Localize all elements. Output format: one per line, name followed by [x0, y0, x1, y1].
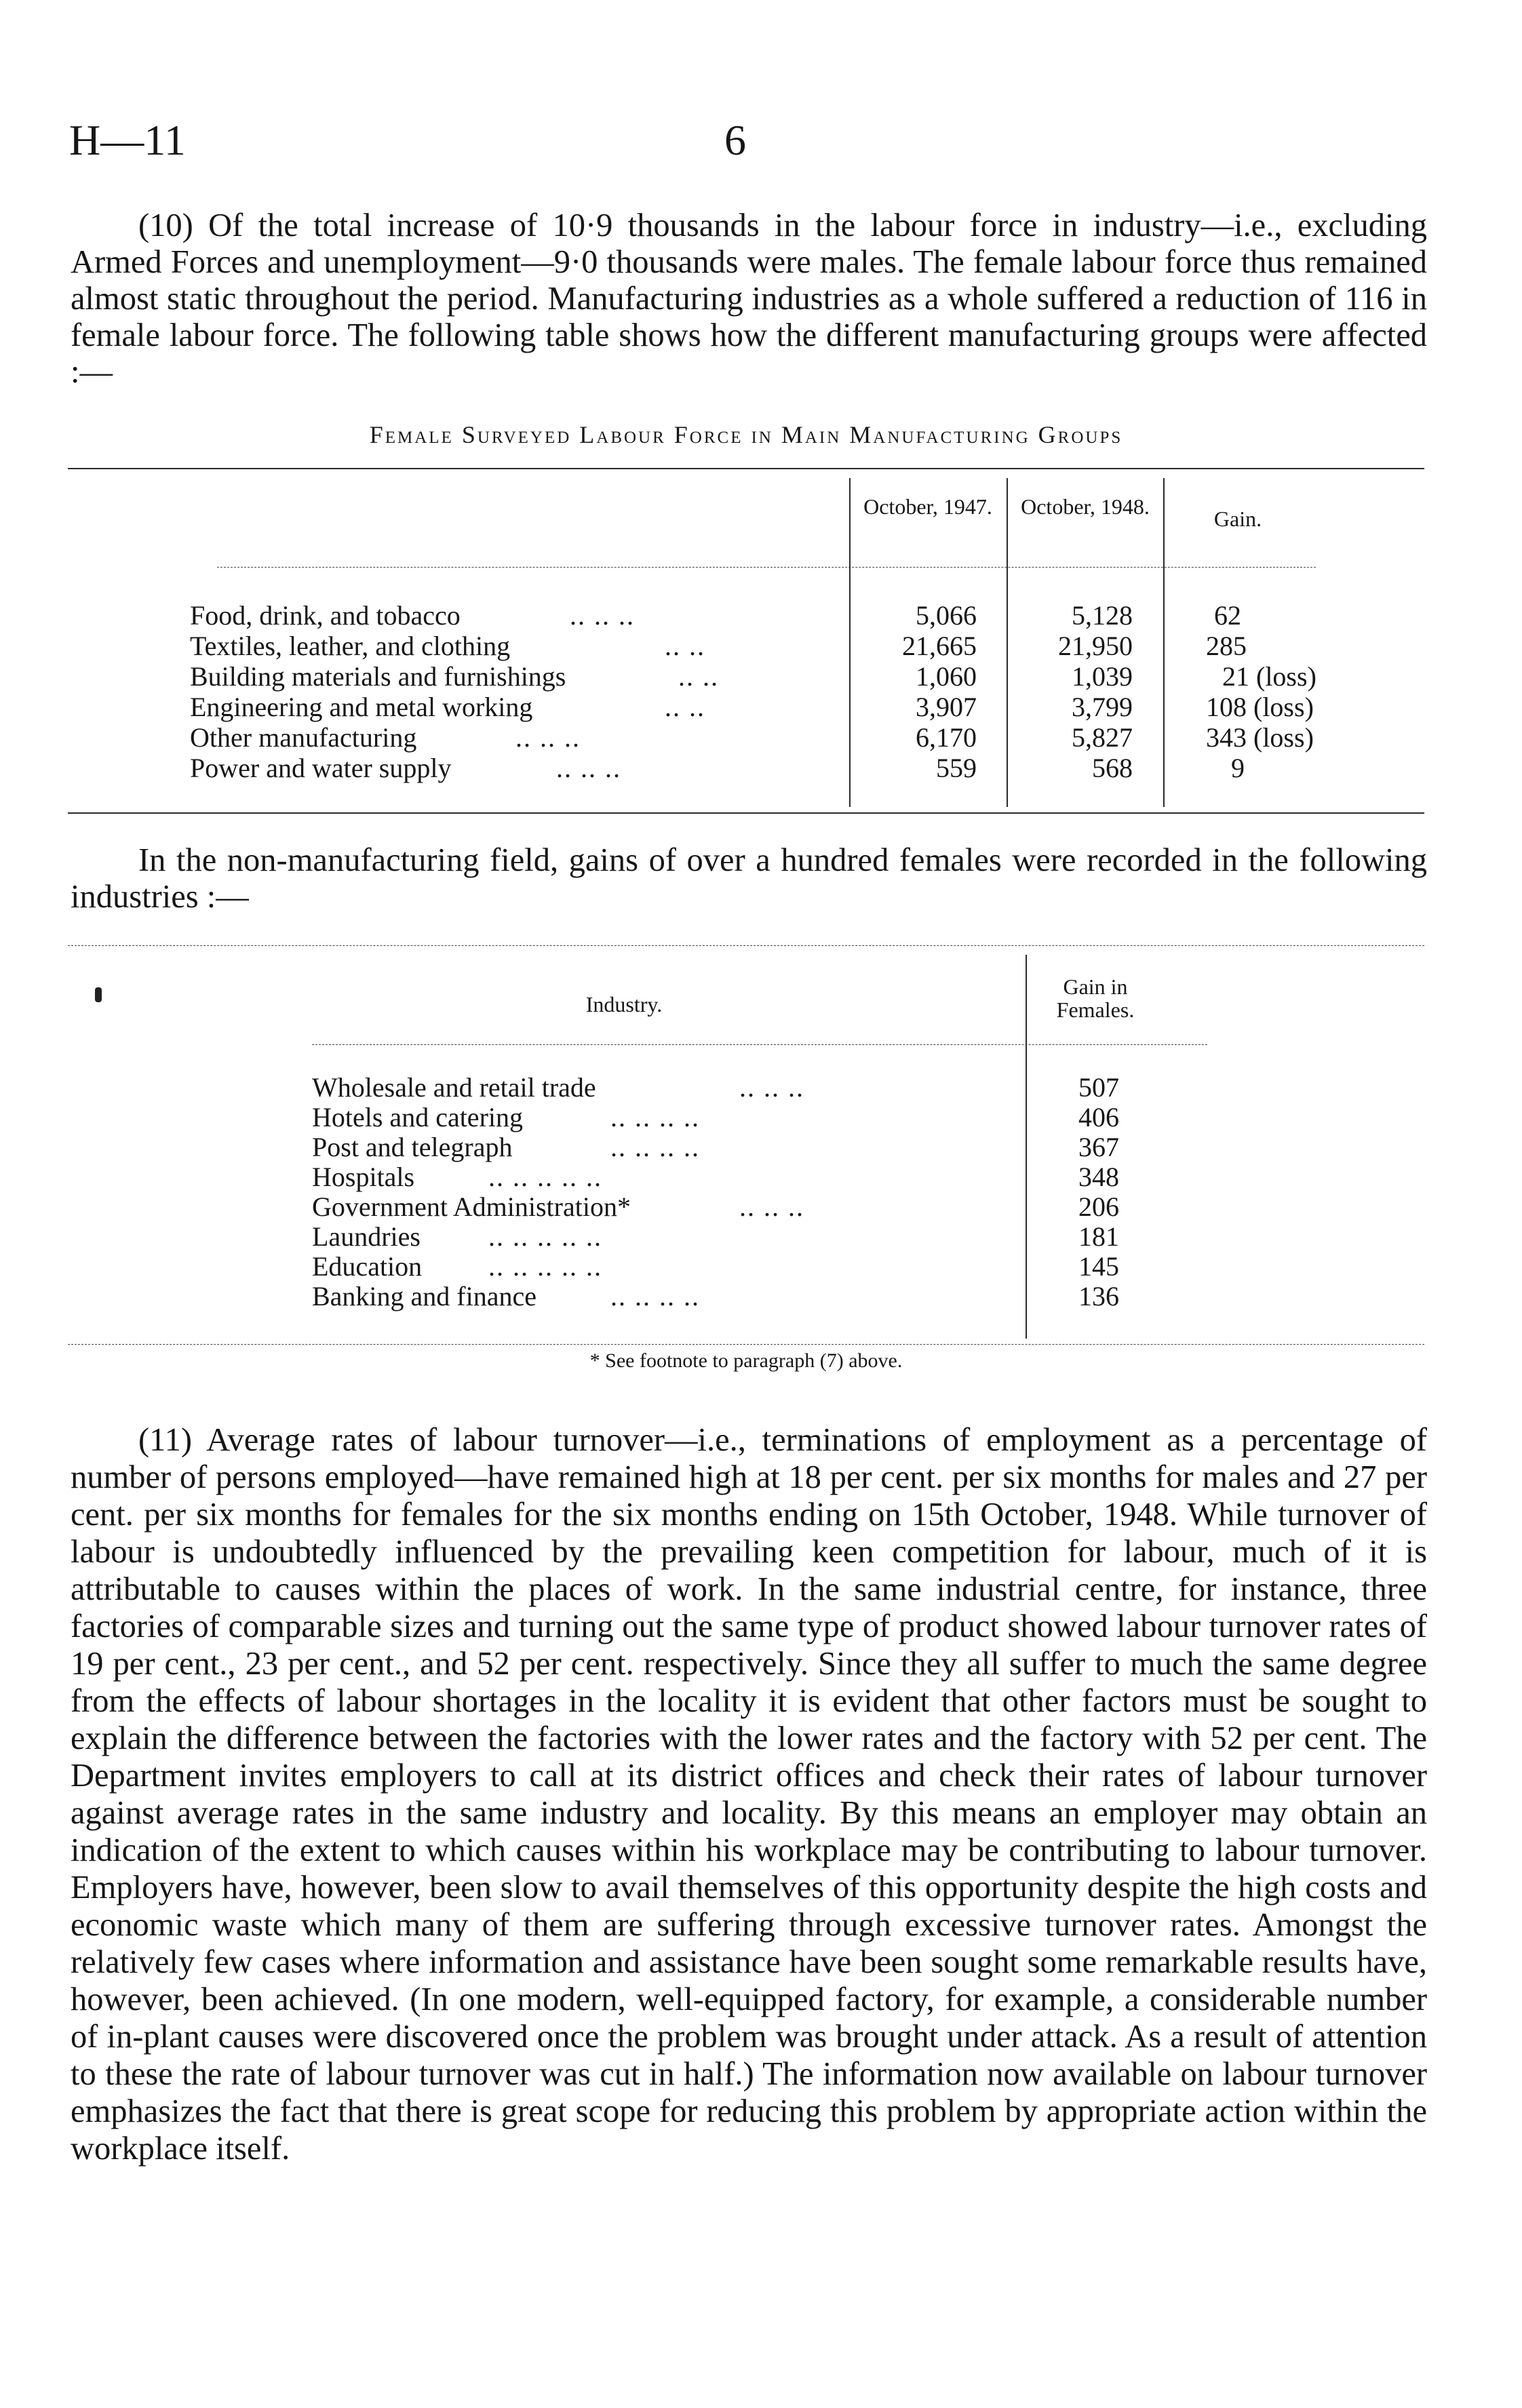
gain-value: 108 (loss)	[1206, 692, 1314, 722]
paragraph-11: (11) Average rates of labour turnover—i.e., terminations of employment as a percentage of number of persons employed—have remained high at 18 per cent. per six months for males and 27 per cent. per six months for females for the six months ending on 15th October, 1948. While turnover of labour is undoubtedly influenced by the prevailing keen competition for labour, much of it is attributable to causes within the places of work. In the same industrial centre, for instance, three factories of comparable sizes and turning out the same type of product showed labour turnover rates of 19 per cent., 23 per cent., and 52 per cent. respectively. Since they all suffer to much the same degree from the effects of labour shortages in the locality it is evident that other factors must be sought to explain the difference between the factories with the lower rates and the factory with 52 per cent. The Department invites employers to call at its district offices and check their rates of labour turnover against average rates in the same industry and locality. By this means an employer may obtain an indication of the extent to which causes within his workplace may be contributing to labour turnover. Employers have, however, been slow to avail themselves of this opportunity despite the high costs and economic waste which many of them are suffering through excessive turnover rates. Amongst the relatively few cases where information and assistance have been sought some remarkable results have, however, been achieved. (In one modern, well-equipped factory, for example, a considerable number of in-plant causes were discovered once the problem was brought under attack. As a result of attention to these the rate of labour turnover was cut in half.) The information now available on labour turnover emphasizes the fact that there is great scope for reducing this problem by appropriate action within the workplace itself.	[71, 1422, 1427, 2167]
industry-label: Hotels and catering	[312, 1102, 523, 1132]
margin-mark	[95, 987, 102, 1002]
leader-dots: .. .. .. .. ..	[488, 1251, 602, 1282]
document-code: H—11	[69, 116, 186, 164]
table2-footnote: * See footnote to paragraph (7) above.	[589, 1349, 903, 1372]
female-gain-value: 348	[1078, 1162, 1119, 1192]
paragraph-10	[71, 208, 1427, 391]
list-item	[312, 1281, 700, 1312]
row-label: Building materials and furnishings	[190, 661, 566, 692]
table1-col-divider-2	[1007, 478, 1008, 807]
industry-label: Laundries	[312, 1221, 421, 1252]
row-label: Power and water supply	[190, 753, 452, 783]
table2-bottom-rule	[68, 1344, 1424, 1345]
oct1947-value: 6,170	[916, 722, 977, 753]
table2-header-rule	[312, 1044, 1207, 1045]
table1-col-divider-1	[849, 478, 851, 807]
table1-header-oct1948: October, 1948.	[1021, 494, 1150, 519]
female-gain-value: 206	[1078, 1191, 1119, 1222]
oct1947-value: 5,066	[916, 600, 977, 631]
oct1948-value: 3,799	[1072, 692, 1133, 722]
oct1947-value: 1,060	[916, 661, 977, 692]
list-item	[312, 1251, 602, 1282]
gain-value: 21 (loss)	[1222, 661, 1316, 692]
industry-label: Education	[312, 1251, 423, 1282]
list-item	[312, 1072, 804, 1103]
leader-dots: .. .. ..	[739, 1191, 804, 1222]
table1-header-oct1947: October, 1947.	[863, 494, 992, 519]
industry-label: Wholesale and retail trade	[312, 1072, 596, 1103]
table2-header-industry: Industry.	[585, 992, 663, 1017]
oct1947-value: 3,907	[916, 692, 977, 722]
row-label: Engineering and metal working	[190, 692, 533, 722]
gain-value: 62	[1214, 600, 1241, 631]
list-item	[312, 1221, 602, 1252]
leader-dots: .. ..	[665, 631, 705, 661]
leader-dots: .. .. .. ..	[610, 1132, 700, 1162]
oct1948-value: 21,950	[1058, 631, 1133, 661]
oct1948-value: 1,039	[1072, 661, 1133, 692]
oct1948-value: 5,128	[1072, 600, 1133, 631]
female-gain-value: 406	[1078, 1102, 1119, 1132]
leader-dots: .. .. .. ..	[610, 1102, 700, 1132]
paragraph-non-manufacturing: In the non-manufacturing field, gains of over a hundred females were recorded in the following industries :—	[71, 842, 1427, 915]
industry-label: Government Administration*	[312, 1191, 631, 1222]
gain-value: 343 (loss)	[1206, 722, 1314, 753]
oct1948-value: 5,827	[1072, 722, 1133, 753]
row-label: Textiles, leather, and clothing	[190, 631, 511, 661]
row-label: Food, drink, and tobacco	[190, 600, 461, 631]
leader-dots: .. .. ..	[556, 753, 621, 783]
leader-dots: .. .. ..	[570, 600, 635, 631]
table1-bottom-rule	[68, 812, 1424, 814]
leader-dots: .. ..	[678, 661, 719, 692]
table1-title: Female Surveyed Labour Force in Main Manufacturing Groups	[369, 421, 1123, 448]
table1-header-gain: Gain.	[1213, 507, 1262, 531]
female-gain-value: 145	[1078, 1251, 1119, 1282]
row-label: Other manufacturing	[190, 722, 417, 753]
leader-dots: .. .. .. .. ..	[488, 1221, 602, 1252]
leader-dots: .. .. .. ..	[610, 1281, 700, 1311]
industry-label: Hospitals	[312, 1162, 415, 1192]
female-gain-value: 367	[1078, 1132, 1119, 1162]
oct1947-value: 559	[936, 753, 977, 783]
list-item	[312, 1132, 700, 1163]
female-gain-value: 181	[1078, 1221, 1119, 1252]
female-gain-value: 507	[1078, 1072, 1119, 1103]
leader-dots: .. ..	[665, 692, 705, 722]
oct1947-value: 21,665	[902, 631, 977, 661]
oct1948-value: 568	[1092, 753, 1133, 783]
list-item	[312, 1102, 700, 1133]
leader-dots: .. .. ..	[515, 722, 581, 753]
industry-label: Post and telegraph	[312, 1132, 513, 1162]
leader-dots: .. .. ..	[739, 1072, 804, 1103]
list-item	[312, 1191, 804, 1223]
page-number: 6	[724, 116, 746, 164]
table2-top-rule	[68, 945, 1424, 946]
table1-header-rule	[217, 567, 1316, 568]
industry-label: Banking and finance	[312, 1281, 536, 1311]
paragraph-10-text: (10) Of the total increase of 10·9 thousands in the labour force in industry—i.e., excluding Armed Forces and unemployment—9·0 thousands were males. The female labour force thus remained almost static throughout the period. Manufacturing industries as a whole suffered a reduction of 116 in female labour force. The following table shows how the different manufacturing groups were affected :—	[71, 208, 1427, 390]
gain-value: 9	[1231, 753, 1245, 783]
gain-value: 285	[1206, 631, 1247, 661]
table2-header-gain: Gain in Females.	[1056, 974, 1135, 1022]
table1-top-rule	[68, 468, 1424, 469]
leader-dots: .. .. .. .. ..	[488, 1162, 602, 1192]
table2-col-divider	[1026, 955, 1027, 1339]
table1-col-divider-3	[1163, 478, 1165, 807]
female-gain-value: 136	[1078, 1281, 1119, 1311]
list-item	[312, 1162, 602, 1193]
